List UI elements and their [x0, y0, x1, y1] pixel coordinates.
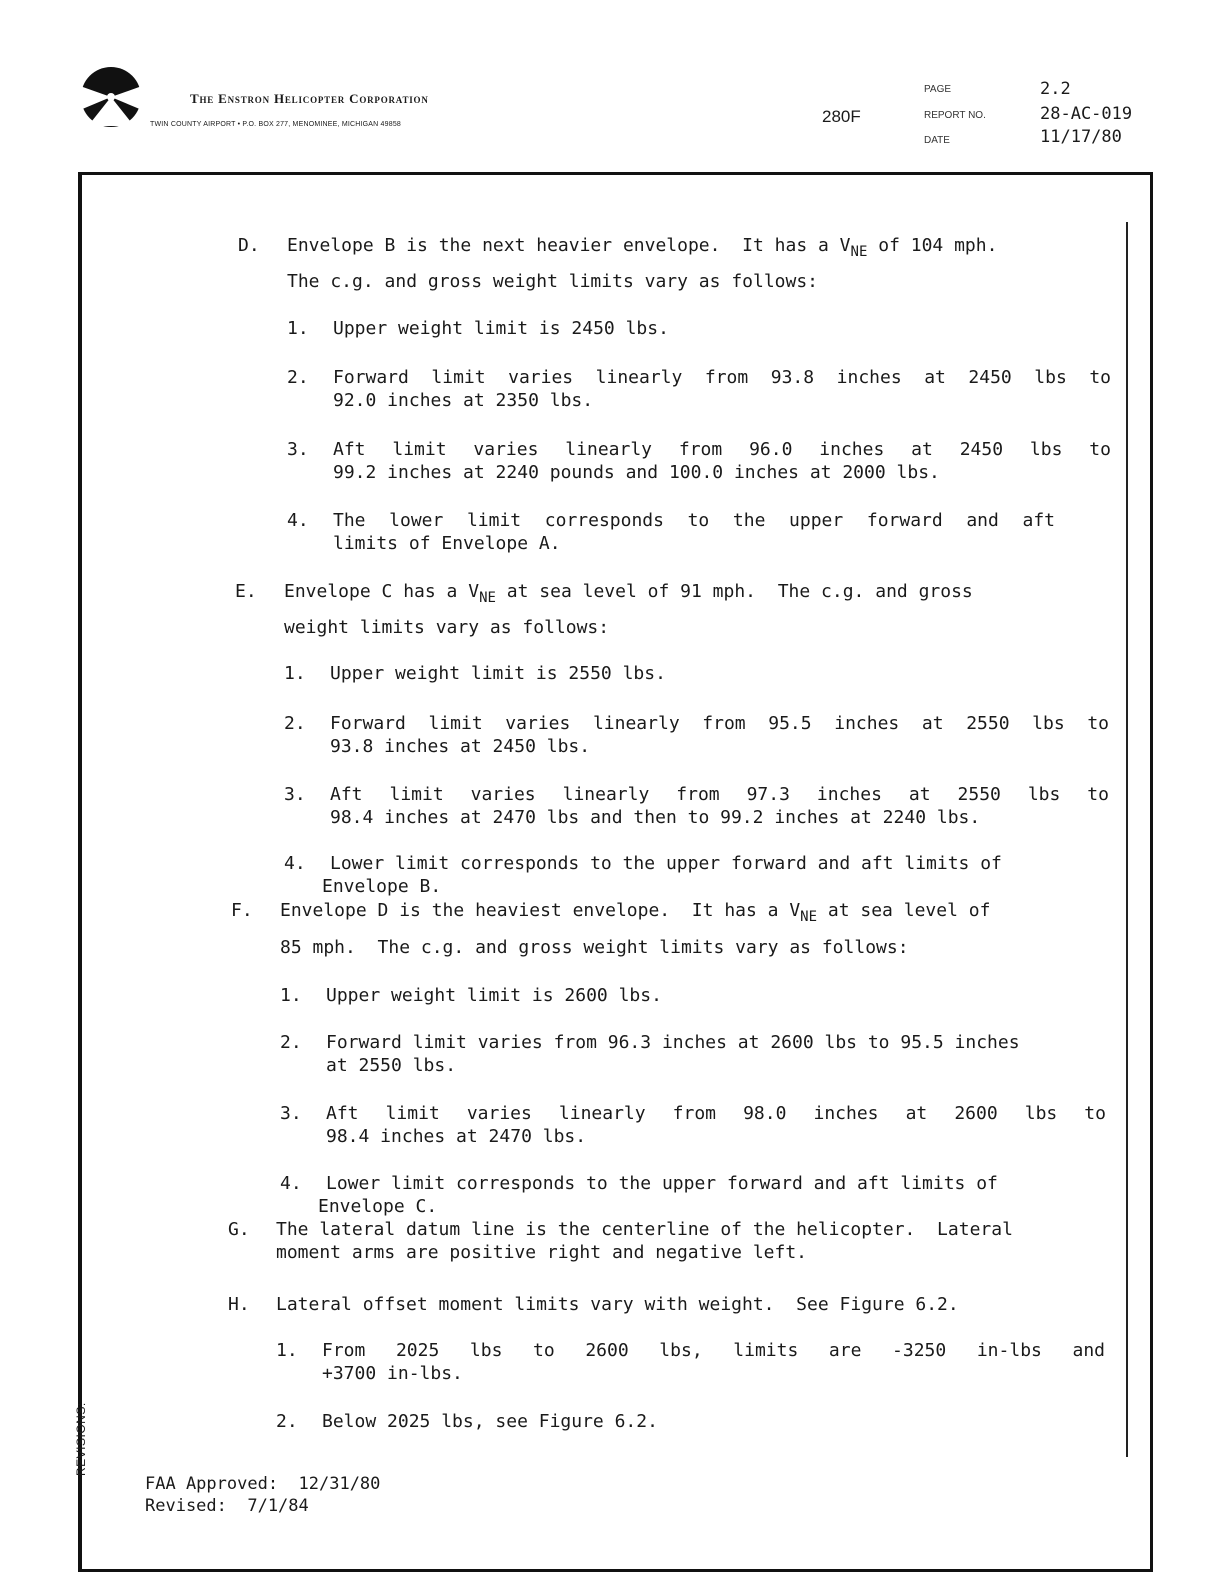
d-item-3-text: Aft limit varies linearly from 96.0 inches at 2450 lbs to	[333, 439, 1111, 460]
h-item-1-cont: +3700 in-lbs.	[322, 1363, 463, 1384]
h-item-1-num: 1.	[276, 1340, 298, 1361]
h-item-1-text: From 2025 lbs to 2600 lbs, limits are -3250 in-lbs and	[322, 1340, 1105, 1361]
section-letter-h: H.	[228, 1294, 250, 1315]
section-d-line1: Envelope B is the next heavier envelope. It has a $V_{NE}$ of 104 mph.	[287, 235, 998, 260]
e-item-2-num: 2.	[284, 713, 306, 734]
page-label: PAGE	[924, 84, 952, 95]
company-address: TWIN COUNTY AIRPORT • P.O. BOX 277, MENOMINEE, MICHIGAN 49858	[150, 121, 402, 128]
e-item-2-text: Forward limit varies linearly from 95.5 inches at 2550 lbs to	[330, 713, 1109, 734]
section-e-line1: Envelope C has a $V_{NE}$ at sea level of 91 mph. The c.g. and gross	[284, 581, 973, 606]
report-value: 28-AC-019	[1040, 104, 1133, 124]
page-value: 2.2	[1040, 79, 1071, 99]
d-item-4-text: The lower limit corresponds to the upper forward and aft	[333, 510, 1055, 531]
f-item-4-cont: Envelope C.	[318, 1196, 438, 1217]
f-item-4-text: Lower limit corresponds to the upper forward and aft limits of	[326, 1173, 998, 1194]
section-h-line1: Lateral offset moment limits vary with weight. See Figure 6.2.	[276, 1294, 959, 1315]
section-d-line2: The c.g. and gross weight limits vary as follows:	[287, 271, 819, 292]
d-item-4-num: 4.	[287, 510, 309, 531]
section-letter-f: F.	[231, 900, 253, 921]
date-value: 11/17/80	[1040, 127, 1122, 147]
d-item-4-cont: limits of Envelope A.	[333, 533, 561, 554]
faa-approved: FAA Approved: 12/31/80	[145, 1474, 381, 1494]
date-label: DATE	[924, 135, 950, 146]
f-item-2-num: 2.	[280, 1032, 302, 1053]
f-item-4-num: 4.	[280, 1173, 302, 1194]
section-letter-e: E.	[235, 581, 257, 602]
f-item-1-text: Upper weight limit is 2600 lbs.	[326, 985, 662, 1006]
section-e-line2: weight limits vary as follows:	[284, 617, 610, 638]
d-item-3-cont: 99.2 inches at 2240 pounds and 100.0 inches at 2000 lbs.	[333, 462, 940, 483]
section-f-line2: 85 mph. The c.g. and gross weight limits vary as follows:	[280, 937, 909, 958]
model-number: 280F	[822, 107, 861, 126]
revised-date: Revised: 7/1/84	[145, 1496, 309, 1516]
f-item-2-cont: at 2550 lbs.	[326, 1055, 457, 1076]
e-item-3-text: Aft limit varies linearly from 97.3 inches at 2550 lbs to	[330, 784, 1109, 805]
e-item-4-text: Lower limit corresponds to the upper forward and aft limits of	[330, 853, 1002, 874]
report-label: REPORT NO.	[924, 110, 986, 121]
e-item-4-cont: Envelope B.	[322, 876, 442, 897]
f-item-3-text: Aft limit varies linearly from 98.0 inches at 2600 lbs to	[326, 1103, 1106, 1124]
section-letter-d: D.	[238, 235, 260, 256]
d-item-2-cont: 92.0 inches at 2350 lbs.	[333, 390, 594, 411]
section-g-line2: moment arms are positive right and negative left.	[276, 1242, 808, 1263]
d-item-2-text: Forward limit varies linearly from 93.8 inches at 2450 lbs to	[333, 367, 1111, 388]
e-item-3-num: 3.	[284, 784, 306, 805]
section-g-line1: The lateral datum line is the centerline of the helicopter. Lateral	[276, 1219, 1013, 1240]
e-item-4-num: 4.	[284, 853, 306, 874]
f-item-1-num: 1.	[280, 985, 302, 1006]
company-name: The Enstron Helicopter Corporation	[190, 91, 429, 106]
d-item-3-num: 3.	[287, 439, 309, 460]
section-letter-g: G.	[228, 1219, 250, 1240]
e-item-1-num: 1.	[284, 663, 306, 684]
h-item-2-num: 2.	[276, 1411, 298, 1432]
e-item-2-cont: 93.8 inches at 2450 lbs.	[330, 736, 591, 757]
f-item-3-cont: 98.4 inches at 2470 lbs.	[326, 1126, 587, 1147]
f-item-3-num: 3.	[280, 1103, 302, 1124]
d-item-2-num: 2.	[287, 367, 309, 388]
revisions-label: REVISIONS:	[74, 1402, 88, 1476]
e-item-1-text: Upper weight limit is 2550 lbs.	[330, 663, 666, 684]
revision-bar	[1126, 222, 1128, 1457]
f-item-2-text: Forward limit varies from 96.3 inches at 2600 lbs to 95.5 inches	[326, 1032, 1020, 1053]
section-f-line1: Envelope D is the heaviest envelope. It has a $V_{NE}$ at sea level of	[280, 900, 991, 925]
d-item-1-num: 1.	[287, 318, 309, 339]
h-item-2-text: Below 2025 lbs, see Figure 6.2.	[322, 1411, 658, 1432]
enstrom-logo	[80, 66, 142, 128]
d-item-1-text: Upper weight limit is 2450 lbs.	[333, 318, 669, 339]
e-item-3-cont: 98.4 inches at 2470 lbs and then to 99.2 inches at 2240 lbs.	[330, 807, 981, 828]
